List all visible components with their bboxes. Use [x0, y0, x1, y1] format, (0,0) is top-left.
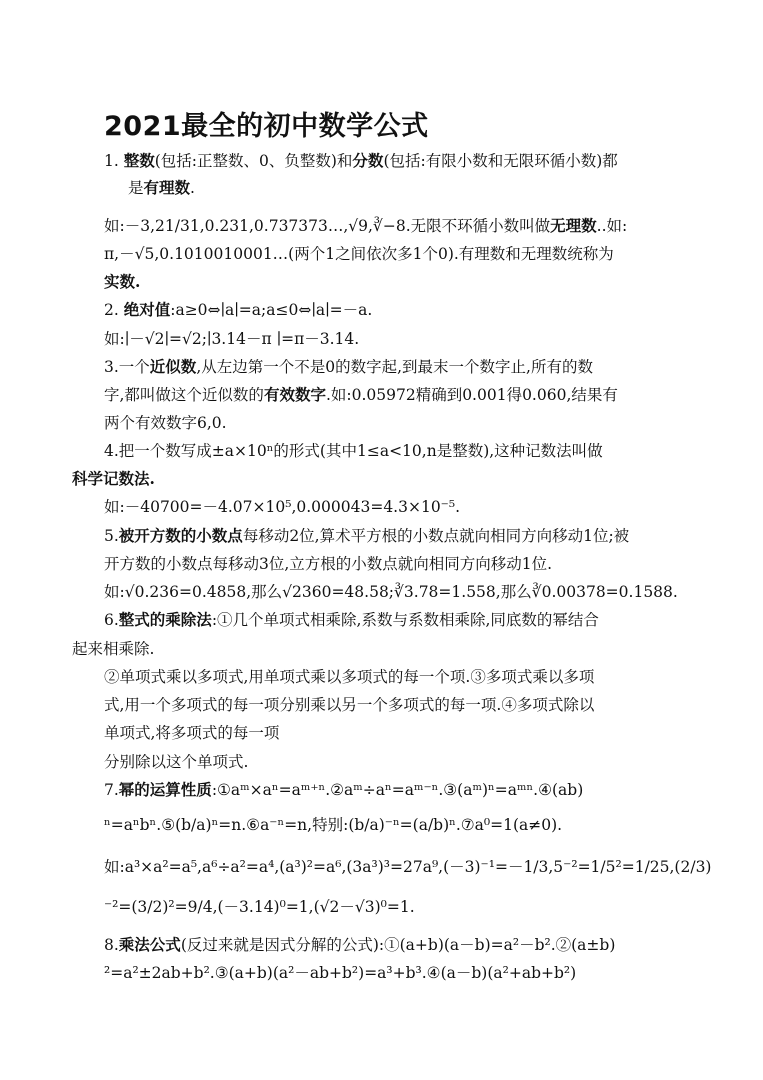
text-segment: 是 [128, 179, 144, 197]
text-segment: 5. [104, 527, 119, 545]
text-segment: 起来相乘除. [72, 640, 155, 658]
text-line [72, 638, 154, 660]
text-segment: 开方数的小数点每移动3位,立方根的小数点就向相同方向移动1位. [104, 555, 553, 573]
text-segment: ,0.231,0.737373…,√9,∛−8.无限不环循小数叫做 [199, 217, 551, 235]
text-line [104, 150, 618, 172]
text-line [104, 328, 359, 350]
text-segment: ,从左边第一个不是0的数字起,到最末一个数字止,所有的数 [196, 358, 593, 376]
bold-term: 被开方数的小数点 [118, 526, 243, 545]
bold-term: 整数 [123, 151, 155, 170]
bold-term: 幂的运算性质 [118, 780, 212, 799]
text-line [72, 468, 155, 490]
text-line [104, 934, 615, 956]
text-line [104, 243, 614, 265]
text-segment: . [190, 179, 195, 197]
text-segment: ²=a²±2ab+b².③(a+b)(a²－ab+b²)=a³+b³.④(a－b)(a²+ab+b²) [104, 964, 577, 982]
text-segment: ②单项式乘以多项式,用单项式乘以多项式的每一个项.③多项式乘以多项 [104, 668, 595, 686]
text-line [104, 440, 603, 462]
bold-term: 实数. [104, 272, 141, 291]
bold-term: 有效数字 [263, 385, 326, 404]
text-line [104, 496, 460, 518]
bold-term: 整式的乘除法 [118, 610, 212, 629]
document-title: 2021最全的初中数学公式 [104, 111, 429, 142]
text-line [104, 814, 562, 836]
text-line [104, 609, 599, 631]
text-line [104, 751, 248, 773]
bold-term: 科学记数法. [72, 469, 155, 488]
text-segment: (包括:有限小数和无限环循小数)都 [383, 152, 618, 170]
text-segment: :a≥0⇔∣a∣=a;a≤0⇔∣a∣=－a. [170, 301, 373, 319]
text-line [104, 962, 576, 984]
text-segment: (反过来就是因式分解的公式):①(a+b)(a－b)=a²－b².②(a±b) [180, 936, 616, 954]
text-segment: 21/31 [155, 217, 200, 235]
text-segment: 如:－3, [104, 217, 156, 235]
text-segment: 分别除以这个单项式. [104, 753, 249, 771]
text-line [104, 215, 627, 237]
text-segment: 如:√0.236=0.4858,那么√2360=48.58;∛3.78=1.558,那么∛0.00378=0.1588. [104, 583, 678, 601]
text-segment: 6. [104, 611, 119, 629]
bold-term: 无理数 [550, 216, 597, 235]
text-segment: :①几个单项式相乘除,系数与系数相乘除,同底数的幂结合 [211, 611, 599, 629]
text-line [128, 177, 195, 199]
text-segment: 两个有效数字6,0. [104, 414, 227, 432]
text-line [104, 271, 140, 293]
text-segment: 1. [104, 152, 124, 170]
bold-term: 分数 [352, 151, 384, 170]
text-line [104, 581, 678, 603]
text-line [104, 299, 372, 321]
text-line [104, 666, 594, 688]
bold-term: 有理数 [143, 178, 191, 197]
text-segment: :①aᵐ×aⁿ=aᵐ⁺ⁿ.②aᵐ÷aⁿ=aᵐ⁻ⁿ.③(aᵐ)ⁿ=aᵐⁿ.④(ab) [211, 781, 584, 799]
text-segment: ⁻²=(3/2)²=9/4,(－3.14)⁰=1,(√2－√3)⁰=1. [104, 898, 415, 916]
text-segment: .如:0.05972精确到0.001得0.060,结果有 [325, 386, 618, 404]
text-segment: ..如: [596, 217, 628, 235]
text-line [104, 722, 279, 744]
bold-term: 乘法公式 [118, 935, 181, 954]
text-segment: 如:－40700=－4.07×10⁵,0.000043=4.3×10⁻⁵. [104, 498, 461, 516]
text-segment: 如:a³×a²=a⁵,a⁶÷a²=a⁴,(a³)²=a⁶,(3a³)³=27a⁹,(－3)⁻¹=－1/3,5⁻²=1/5²=1/25,(2/3) [104, 858, 712, 876]
text-segment: 4.把一个数写成±a×10ⁿ的形式(其中1≤a<10,n是整数),这种记数法叫做 [104, 442, 603, 460]
text-segment: 7. [104, 781, 119, 799]
text-segment: 如:∣－√2∣=√2;∣3.14－π ∣=π－3.14. [104, 330, 360, 348]
text-segment: (包括:正整数、0、负整数)和 [154, 152, 353, 170]
text-segment: 2. [104, 301, 124, 319]
text-segment: 式,用一个多项式的每一项分别乘以另一个多项式的每一项.④多项式除以 [104, 696, 595, 714]
text-line [104, 896, 415, 918]
text-line [104, 525, 629, 547]
bold-term: 近似数 [149, 357, 197, 376]
text-segment: ⁿ=aⁿbⁿ.⑤(b/a)ⁿ=n.⑥a⁻ⁿ=n,特别:(b/a)⁻ⁿ=(a/b)ⁿ.⑦a⁰=1(a≠0). [104, 816, 563, 834]
text-line [104, 779, 583, 801]
text-segment: 单项式,将多项式的每一项 [104, 724, 280, 742]
text-line [104, 553, 552, 575]
text-segment: 3.一个 [104, 358, 150, 376]
bold-term: 绝对值 [123, 300, 171, 319]
text-segment: 每移动2位,算术平方根的小数点就向相同方向移动1位;被 [242, 527, 630, 545]
text-line [104, 356, 593, 378]
text-line [104, 694, 594, 716]
text-line [104, 856, 711, 878]
text-segment: 字,都叫做这个近似数的 [104, 386, 264, 404]
text-line [104, 412, 227, 434]
text-segment: 8. [104, 936, 119, 954]
text-line [104, 384, 618, 406]
text-segment: π,－√5,0.1010010001…(两个1之间依次多1个0).有理数和无理数统称为 [104, 245, 614, 263]
